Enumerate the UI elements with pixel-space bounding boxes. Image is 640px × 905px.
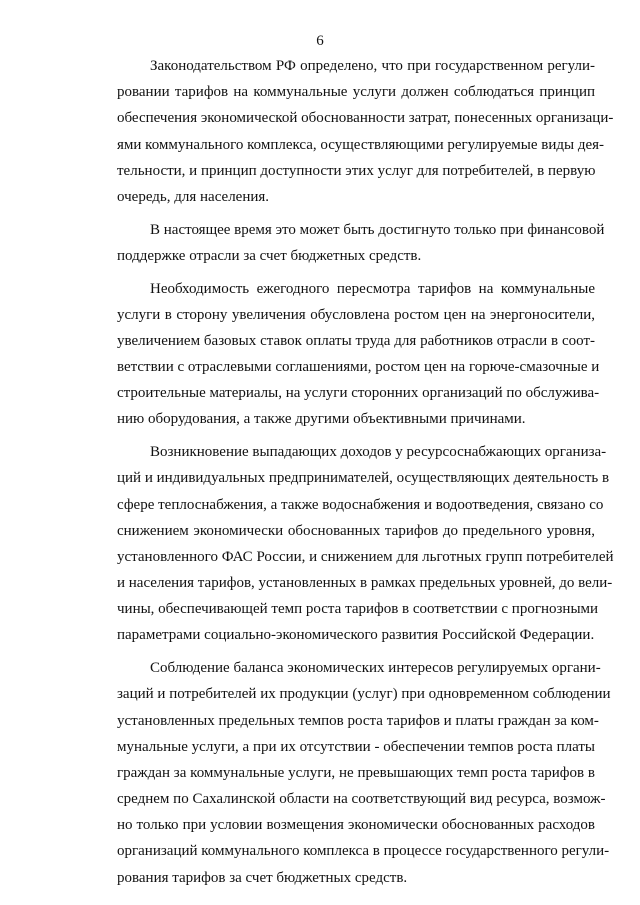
- paragraph-line: тельности, и принцип доступности этих услуг для потребителей, в первую: [117, 162, 596, 179]
- paragraph-line: строительные материалы, на услуги сторонних организаций по обслужива-: [117, 385, 600, 402]
- paragraph-line: ветствии с отраслевыми соглашениями, ростом цен на горюче-смазочные и: [117, 359, 600, 376]
- paragraph-line: очередь, для населения.: [117, 188, 270, 205]
- paragraph-line: установленных предельных темпов роста тарифов и платы граждан за ком-: [117, 712, 599, 729]
- paragraph-line: Законодательством РФ определено, что при государственном регули-: [150, 58, 595, 74]
- paragraph-line: но только при условии возмещения экономически обоснованных расходов: [117, 817, 595, 834]
- paragraph-line: Необходимость ежегодного пересмотра тарифов на коммунальные: [150, 280, 595, 297]
- paragraph-line: ций и индивидуальных предпринимателей, осуществляющих деятельность в: [117, 470, 610, 487]
- paragraph-line: чины, обеспечивающей темп роста тарифов в соответствии с прогнозными: [117, 601, 599, 618]
- paragraph-line: заций и потребителей их продукции (услуг) при одновременном соблюдении: [117, 686, 611, 703]
- paragraph: [117, 53, 614, 210]
- body-text: [117, 53, 614, 891]
- paragraph-line: граждан за коммунальные услуги, не превышающих темп роста тарифов в: [117, 764, 595, 781]
- paragraph: [117, 217, 605, 269]
- paragraph-line: ровании тарифов на коммунальные услуги должен соблюдаться принцип: [117, 84, 595, 101]
- page-number: 6: [316, 33, 324, 49]
- paragraph-line: и населения тарифов, установленных в рамках предельных уровней, до вели-: [117, 575, 613, 592]
- paragraph-line: мунальные услуги, а при их отсутствии - обеспечении темпов роста платы: [117, 738, 595, 755]
- paragraph: [117, 439, 614, 649]
- paragraph-line: установленного ФАС России, и снижением для льготных групп потребителей: [117, 548, 614, 565]
- paragraph-line: снижением экономически обоснованных тарифов до предельного уровня,: [117, 522, 595, 539]
- paragraph-line: Возникновение выпадающих доходов у ресурсоснабжающих организа-: [150, 444, 607, 461]
- paragraph: [117, 655, 611, 891]
- paragraph-line: рования тарифов за счет бюджетных средств.: [117, 869, 408, 886]
- paragraph-line: организаций коммунального комплекса в процессе государственного регули-: [117, 843, 610, 860]
- paragraph-line: сфере теплоснабжения, а также водоснабжения и водоотведения, связано со: [117, 496, 604, 513]
- paragraph-line: параметрами социально-экономического развития Российской Федерации.: [117, 627, 595, 644]
- paragraph-line: увеличением базовых ставок оплаты труда для работников отрасли в соот-: [117, 332, 595, 349]
- paragraph-line: В настоящее время это может быть достигнуто только при финансовой: [150, 221, 605, 238]
- paragraph-line: обеспечения экономической обоснованности затрат, понесенных организаци-: [117, 110, 614, 127]
- paragraph-line: поддержке отрасли за счет бюджетных средств.: [117, 247, 422, 264]
- paragraph-line: ями коммунального комплекса, осуществляющими регулируемые виды дея-: [117, 136, 605, 153]
- paragraph-line: услуги в сторону увеличения обусловлена ростом цен на энергоносители,: [117, 306, 595, 323]
- paragraph-line: нию оборудования, а также другими объективными причинами.: [117, 411, 526, 428]
- paragraph-line: среднем по Сахалинской области на соответствующий вид ресурса, возмож-: [117, 791, 606, 808]
- paragraph-line: Соблюдение баланса экономических интересов регулируемых органи-: [150, 660, 601, 677]
- paragraph: [117, 276, 600, 433]
